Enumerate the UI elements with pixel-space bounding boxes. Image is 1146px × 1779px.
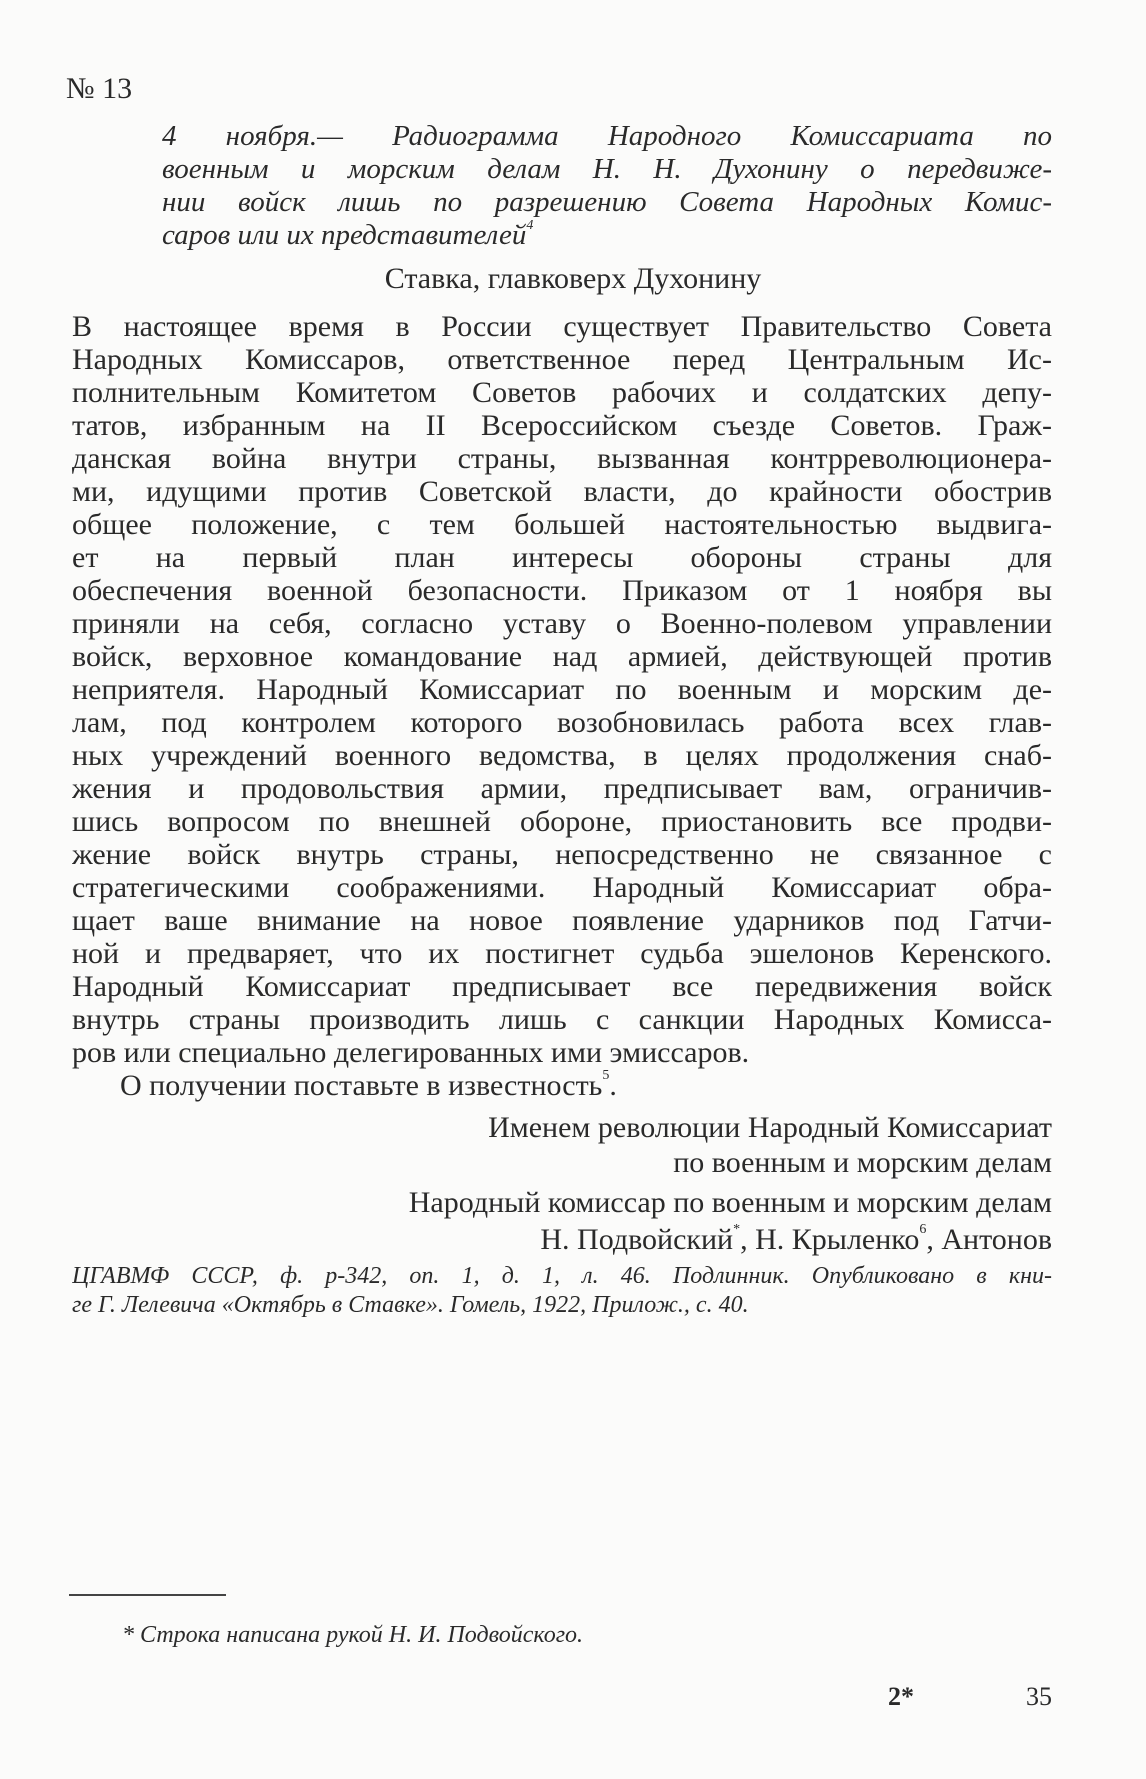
- body-line: стратегическими соображениями. Народный Комиссариат обра-: [72, 871, 1052, 904]
- body-line: Народный Комиссариат предписывает все передвижения войск: [72, 970, 1052, 1003]
- signatory-name: , Антонов: [926, 1223, 1052, 1256]
- footnote-ref: 4: [526, 219, 534, 233]
- body-line: войск, верховное командование над армией, действующей против: [72, 640, 1052, 673]
- source-line: ге Г. Лелевича «Октябрь в Ставке». Гомель, 1922, Прилож., с. 40.: [72, 1292, 749, 1318]
- signatory-name: , Н. Крыленко: [740, 1223, 920, 1256]
- body-line: ров или специально делегированных ими эмиссаров.: [72, 1036, 750, 1069]
- document-body: [72, 310, 1052, 1102]
- body-line: шись вопросом по внешней обороне, приостановить все продви-: [72, 805, 1052, 838]
- closing-line: [72, 1069, 1052, 1102]
- footnote: * Строка написана рукой Н. И. Подвойского.: [122, 1622, 584, 1648]
- signature-mark: 2*: [888, 1682, 914, 1711]
- heading-line: военным и морским делам Н. Н. Духонину о передвиже-: [162, 153, 1052, 185]
- body-line: обеспечения военной безопасности. Приказом от 1 ноября вы: [72, 574, 1052, 607]
- body-line: щает ваше внимание на новое появление ударников под Гатчи-: [72, 904, 1052, 937]
- body-line: ной и предваряет, что их постигнет судьба эшелонов Керенского.: [72, 937, 1052, 970]
- heading-line: нии войск лишь по разрешению Совета Народных Комис-: [162, 186, 1052, 218]
- body-line: татов, избранным на II Всероссийском съезде Советов. Граж-: [72, 409, 1052, 442]
- closing-text: О получении поставьте в известность: [120, 1069, 603, 1102]
- body-line: ет на первый план интересы обороны страны для: [72, 541, 1052, 574]
- body-line: данская война внутри страны, вызванная контрреволюционера-: [72, 442, 1052, 475]
- footnote-ref: 6: [919, 1222, 927, 1237]
- body-line: ных учреждений военного ведомства, в целях продолжения снаб-: [72, 739, 1052, 772]
- signatory-name: Н. Подвойский: [540, 1223, 734, 1256]
- body-line: неприятеля. Народный Комиссариат по военным и морским де-: [72, 673, 1052, 706]
- body-line: Народных Комиссаров, ответственное перед Центральным Ис-: [72, 343, 1052, 376]
- body-line: приняли на себя, согласно уставу о Военно-полевом управлении: [72, 607, 1052, 640]
- body-line: В настоящее время в России существует Правительство Совета: [72, 310, 1052, 343]
- signatories: [540, 1223, 1052, 1256]
- closing-period: .: [609, 1069, 617, 1102]
- addressee: Ставка, главковерх Духонину: [384, 262, 762, 295]
- source-line: ЦГАВМФ СССР, ф. р-342, оп. 1, д. 1, л. 46. Подлинник. Опубликовано в кни-: [72, 1263, 1052, 1289]
- body-line: жение войск внутрь страны, непосредственно не связанное с: [72, 838, 1052, 871]
- heading-line-text: саров или их представителей: [162, 219, 527, 251]
- footnote-divider: [69, 1594, 226, 1596]
- body-line: полнительным Комитетом Советов рабочих и солдатских депу-: [72, 376, 1052, 409]
- body-line: внутрь страны производить лишь с санкции Народных Комисса-: [72, 1003, 1052, 1036]
- signature-line-2: по военным и морским делам: [673, 1146, 1052, 1179]
- footnote-ref: 5: [602, 1069, 610, 1083]
- archive-source: [72, 1262, 1052, 1320]
- footnote-ref: *: [733, 1222, 741, 1237]
- heading-line: [162, 219, 1052, 252]
- heading-line: 4 ноября.— Радиограмма Народного Комиссариата по: [162, 120, 1052, 152]
- signature-line-3: Народный комиссар по военным и морским делам: [408, 1186, 1052, 1219]
- signature-line-1: Именем революции Народный Комиссариат: [488, 1111, 1052, 1144]
- document-heading: [162, 120, 1052, 252]
- document-number: № 13: [66, 72, 133, 105]
- body-line: ми, идущими против Советской власти, до крайности обострив: [72, 475, 1052, 508]
- body-line: жения и продовольствия армии, предписывает вам, ограничив-: [72, 772, 1052, 805]
- page-number: 35: [1026, 1682, 1052, 1711]
- body-line: лам, под контролем которого возобновилась работа всех глав-: [72, 706, 1052, 739]
- body-line: общее положение, с тем большей настоятельностью выдвига-: [72, 508, 1052, 541]
